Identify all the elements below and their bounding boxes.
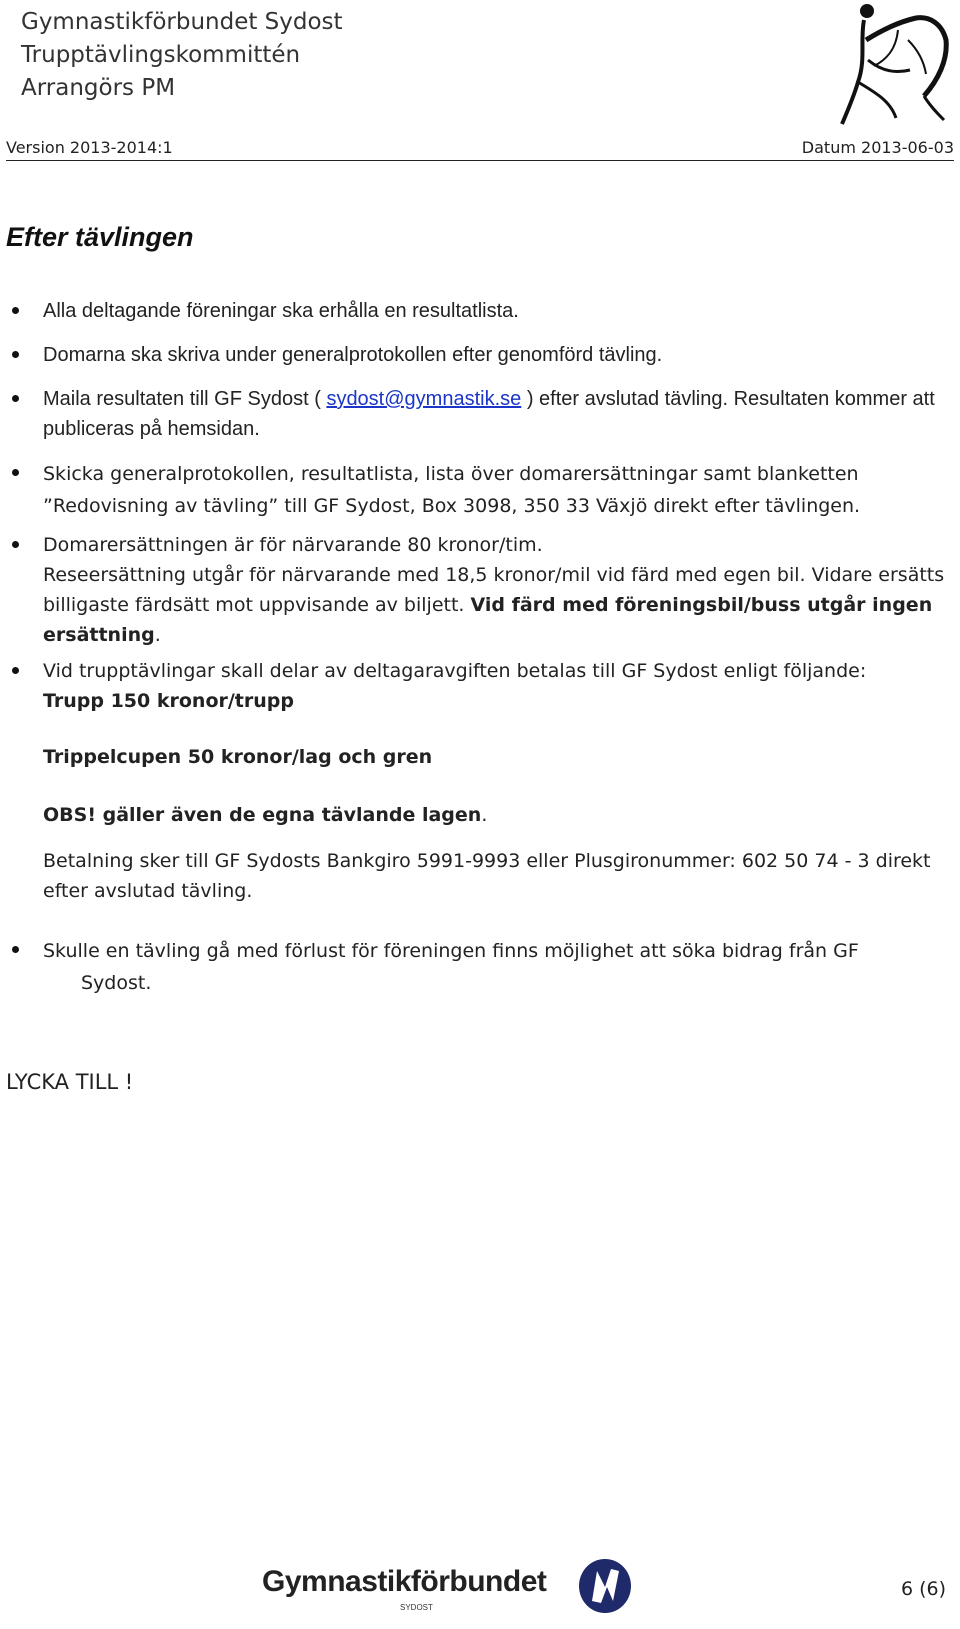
list-item-text: Alla deltagande föreningar ska erhålla en resultatlista. xyxy=(43,300,519,322)
section-title: Efter tävlingen xyxy=(6,222,194,252)
trippel-fee-text: Trippelcupen 50 kronor/lag och gren xyxy=(43,746,433,768)
no-compensation-text: Vid färd med föreningsbil/buss utgår ingen ersättning xyxy=(43,594,933,646)
page-number: 6 (6) xyxy=(900,1578,946,1600)
list-item-text: Skicka generalprotokollen, resultatlista, lista över domarersättningar samt blanketten ”Redovisning av tävling” till GF Sydost, Box 3098, 350 33 Växjö direkt efter tävlingen. xyxy=(43,463,861,517)
list-item-text xyxy=(43,656,946,716)
list-item-text: Skulle en tävling gå med förlust för föreningen finns möjlighet att söka bidrag från GF Sydost. xyxy=(43,940,859,994)
bullet-icon xyxy=(12,395,19,402)
payment-text: Betalning sker till GF Sydosts Bankgiro 5991-9993 eller Plusgironummer: 602 50 74 - 3 direkt efter avslutad tävling. xyxy=(43,850,931,902)
header-committee: Trupptävlingskommittén xyxy=(21,42,301,68)
judge-fee-text: Domarersättningen är för närvarande 80 kronor/tim. xyxy=(43,534,543,556)
footer-logo xyxy=(262,1565,547,1612)
bullet-icon xyxy=(12,541,19,548)
footer-subtitle: SYDOST xyxy=(400,1603,433,1612)
header-org-name: Gymnastikförbundet Sydost xyxy=(21,9,343,35)
date-label: Datum 2013-06-03 xyxy=(801,138,954,157)
travel-fee-text: Reseersättning utgår för närvarande med 18,5 kronor/mil vid färd med egen bil. Vidare ersätts billigaste färdsätt mot uppvisande av biljett. xyxy=(43,564,945,616)
bullet-icon xyxy=(12,946,19,953)
version-row xyxy=(6,136,954,161)
header-doc-type: Arrangörs PM xyxy=(21,75,176,101)
document-header xyxy=(21,6,343,105)
bullet-icon xyxy=(12,667,19,674)
email-link[interactable]: sydost@gymnastik.se xyxy=(326,388,522,410)
list-item-text: Domarna ska skriva under generalprotokollen efter genomförd tävling. xyxy=(43,344,663,366)
gymnast-figure-icon xyxy=(838,0,950,132)
list-item-text: Domarersättningen är för närvarande 80 kronor/tim. Reseersättning utgår för närvarande med 18,5 kronor/mil vid färd med egen bil. Vidare ersätts billigaste färdsätt mot uppvisande av biljett. Vid färd med föreningsbil/buss utgår ingen ersättning. xyxy=(43,530,946,650)
fee-intro-text: Vid trupptävlingar skall delar av deltagaravgiften betalas till GF Sydost enligt följande: xyxy=(43,660,867,682)
bullet-icon xyxy=(12,351,19,358)
trupp-fee-text: Trupp 150 kronor/trupp xyxy=(43,690,294,712)
closing-text: LYCKA TILL ! xyxy=(6,1070,134,1094)
federation-emblem-icon xyxy=(577,1557,633,1619)
bullet-icon xyxy=(12,469,19,476)
list-item-text xyxy=(43,384,946,444)
obs-note: OBS! gäller även de egna tävlande lagen. xyxy=(43,804,488,826)
bullet-icon xyxy=(12,307,19,314)
email-prefix-text: Maila resultaten till GF Sydost ( xyxy=(43,388,327,410)
version-label: Version 2013-2014:1 xyxy=(6,138,173,157)
email-suffix-text: ) efter avslutad tävling. Resultaten kommer att publiceras på hemsidan. xyxy=(43,388,935,440)
footer-wordmark: Gymnastikförbundet xyxy=(262,1565,547,1598)
